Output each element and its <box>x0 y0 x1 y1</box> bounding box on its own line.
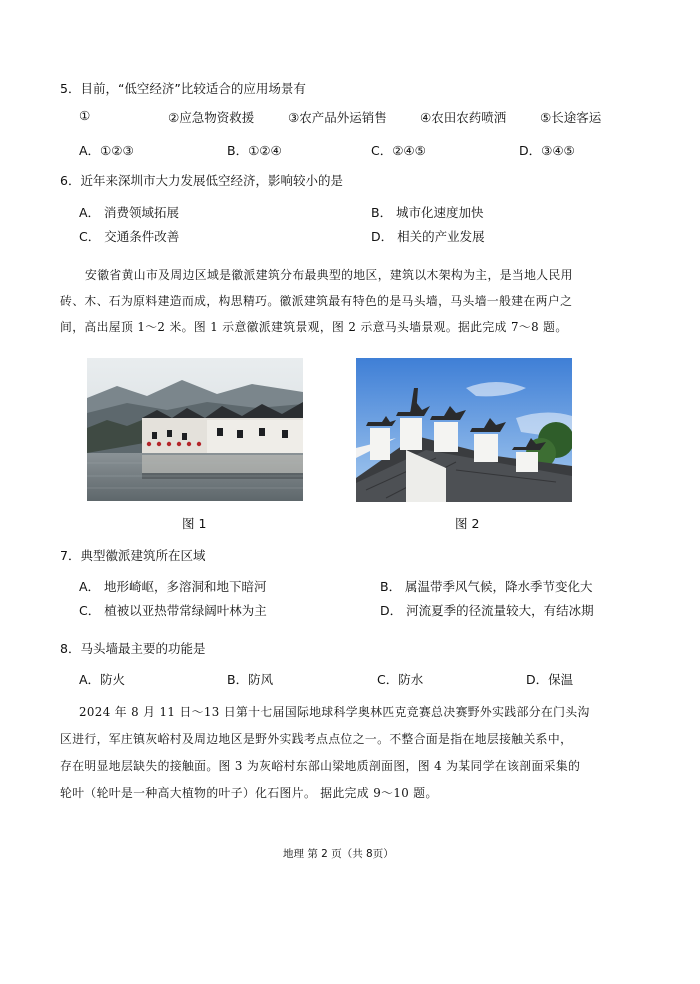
q6-option-d: D． 相关的产业发展 <box>371 229 485 244</box>
figure-1-photo <box>87 358 303 501</box>
page-footer: 地理 第 2 页（共 8页） <box>283 848 394 860</box>
q5-option-a: A．①②③ <box>79 143 134 158</box>
passage2-line-4: 轮叶（轮叶是一种高大植物的叶子）化石图片。 据此完成 9～10 题。 <box>60 786 438 800</box>
passage1-line-3: 间，高出屋顶 1～2 米。图 1 示意徽派建筑景观，图 2 示意马头墙景观。据此完成 7～8 题。 <box>60 320 568 334</box>
q5-option-c: C．②④⑤ <box>371 143 426 158</box>
q5-stem: 5．目前，“低空经济”比较适合的应用场景有 <box>60 81 306 96</box>
q7-option-a: A． 地形崎岖，多溶洞和地下暗河 <box>79 579 267 594</box>
q8-option-a: A．防火 <box>79 672 126 687</box>
figure-1-caption: 图 1 <box>182 516 207 531</box>
q6-stem: 6．近年来深圳市大力发展低空经济，影响较小的是 <box>60 173 343 188</box>
q7-option-b: B． 属温带季风气候，降水季节变化大 <box>380 579 593 594</box>
q8-option-b: B．防风 <box>227 672 274 687</box>
q7-stem: 7．典型徽派建筑所在区域 <box>60 548 206 563</box>
passage2-line-3: 存在明显地层缺失的接触面。图 3 为灰峪村东部山梁地质剖面图，图 4 为某同学在该剖面采集的 <box>60 759 581 773</box>
passage2-line-2: 区进行，军庄镇灰峪村及周边地区是野外实践考点点位之一。不整合面是指在地层接触关系中， <box>60 732 573 746</box>
passage1-line-1: 安徽省黄山市及周边区域是徽派建筑分布最典型的地区，建筑以木架构为主，是当地人民用 <box>85 268 573 282</box>
figure-2-photo <box>356 358 572 502</box>
passage1-line-2: 砖、木、石为原料建造而成，构思精巧。徽派建筑最有特色的是马头墙，马头墙一般建在两户之 <box>60 294 573 308</box>
q5-item-2: ②应急物资救援 <box>168 110 255 125</box>
q5-option-d: D．③④⑤ <box>519 143 575 158</box>
q5-item-1: ① <box>79 108 91 123</box>
q8-option-c: C．防水 <box>377 672 424 687</box>
q8-option-d: D．保温 <box>526 672 574 687</box>
q6-option-b: B． 城市化速度加快 <box>371 205 484 220</box>
q5-item-3: ③农产品外运销售 <box>288 110 387 125</box>
q7-option-d: D． 河流夏季的径流量较大，有结冰期 <box>380 603 594 618</box>
q5-option-b: B．①②④ <box>227 143 282 158</box>
q8-stem: 8．马头墙最主要的功能是 <box>60 641 206 656</box>
q5-item-5: ⑤长途客运 <box>540 110 602 125</box>
figure-2-caption: 图 2 <box>455 516 480 531</box>
q6-option-c: C． 交通条件改善 <box>79 229 180 244</box>
passage2-line-1: 2024 年 8 月 11 日～13 日第十七届国际地球科学奥林匹克竞赛总决赛野外实践部分在门头沟 <box>79 705 590 719</box>
q5-item-4: ④农田农药喷洒 <box>420 110 507 125</box>
q6-option-a: A． 消费领域拓展 <box>79 205 180 220</box>
q7-option-c: C． 植被以亚热带常绿阔叶林为主 <box>79 603 267 618</box>
